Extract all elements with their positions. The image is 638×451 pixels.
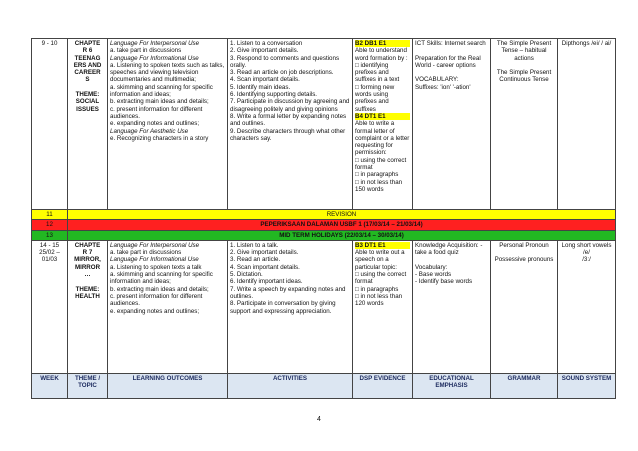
cell-line: Long short vowels (561, 241, 612, 249)
dsp-evidence-cell (353, 39, 413, 210)
cell-line: Language For Aesthetic Use (110, 127, 189, 135)
cell-line: Language For Interpersonal Use (110, 241, 200, 249)
cell-line: 2. Give important details. (230, 249, 299, 257)
activities-cell (228, 240, 353, 373)
cell-line: a. take part in discussions (110, 47, 182, 55)
cell-line: □ using the correct format (355, 156, 408, 172)
cell-line: □ identifying prefixes and suffixes in a text (355, 61, 400, 84)
cell-line: e. expanding notes and outlines; (110, 307, 200, 315)
cell-line: R 7 (82, 249, 93, 257)
cell-line: 3. Read an article on job descriptions. (230, 69, 334, 77)
cell-line: b. extracting main ideas and details; (110, 285, 209, 293)
cell-line: 6. Identifying supporting details. (230, 91, 318, 99)
table-row-week-9-10 (32, 39, 616, 210)
cell-line: 7. Participate in discussion by agreeing and disagreeing politely and giving opinions (230, 98, 352, 113)
exam-label: PEPERIKSAAN DALAMAN USBF 1 (17/03/14 – 21/03/14) (68, 220, 616, 230)
exam-row (32, 220, 616, 230)
cell-line: 1. Listen to a conversation (230, 40, 303, 47)
sound-system-cell (558, 240, 616, 373)
cell-line: e. expanding notes and outlines; (110, 120, 200, 128)
cell-line: CHAPTE (74, 40, 101, 47)
cell-line: 5. Identify main ideas. (230, 83, 291, 91)
cell-line: CAREER (74, 69, 101, 77)
cell-line: 01/03 (41, 256, 58, 264)
header-learning-outcomes: LEARNING OUTCOMES (108, 373, 228, 398)
cell-line: Dipthongs /ei/ / ai/ (561, 40, 612, 47)
holiday-row (32, 230, 616, 240)
cell-line: - Base words (415, 271, 452, 279)
cell-line: □ forming new words using prefixes and suffixes (355, 83, 396, 113)
cell-line: MIRROR, (74, 256, 101, 264)
cell-line: The Simple Present Continuous Tense (496, 69, 553, 84)
cell-line: b. extracting main ideas and details; (110, 98, 209, 106)
cell-line: 8. Write a formal letter by expanding notes and outlines. (230, 112, 348, 128)
cell-line: ISSUES (76, 105, 99, 113)
cell-line: Able to write a formal letter of complaint or a letter requesting for permission: (355, 120, 412, 157)
cell-line: 9. Describe characters through what other characters say. (230, 127, 347, 142)
cell-line: a. skimming and scanning for specific information and ideas; (110, 271, 215, 286)
sound-system-cell (558, 39, 616, 210)
cell-line: 5. Dictation. (230, 271, 263, 279)
header-activities: ACTIVITIES (228, 373, 353, 398)
header-dsp-evidence: DSP EVIDENCE (353, 373, 413, 398)
cell-line: Personal Pronoun (499, 241, 549, 249)
cell-line: VOCABULARY: (415, 76, 459, 84)
cell-line (415, 47, 488, 54)
cell-line: □ using the correct format (355, 271, 408, 286)
cell-line: Language For Interpersonal Use (110, 40, 200, 47)
cell-line: 4. Scan important details. (230, 263, 300, 271)
cell-line: □ in paragraphs (355, 285, 399, 293)
cell-line: TEENAG (74, 54, 101, 62)
cell-line (493, 249, 555, 256)
cell-line: 25/02 – (39, 249, 60, 257)
cell-line: Vocabulary: (415, 263, 448, 271)
cell-line: □ in not less than 150 words (355, 178, 404, 193)
header-sound-system: SOUND SYSTEM (558, 373, 616, 398)
header-theme: THEME / TOPIC (68, 373, 108, 398)
header-week: WEEK (32, 373, 68, 398)
cell-line: CHAPTE (74, 241, 101, 249)
cell-line: Suffixes: 'ion' '-ation' (415, 83, 471, 91)
cell-line (415, 69, 488, 76)
cell-line: R 6 (82, 47, 93, 55)
cell-line: Possessive pronouns (494, 256, 554, 264)
revision-row (32, 210, 616, 220)
cell-line: 7. Write a speech by expanding notes and outlines. (230, 285, 348, 300)
page-number: 4 (317, 416, 321, 423)
educational-emphasis-cell (413, 39, 491, 210)
theme-cell (68, 39, 108, 210)
cell-line: HEALTH (75, 292, 100, 300)
cell-line: 1. Listen to a talk. (230, 241, 279, 249)
educational-emphasis-cell (413, 240, 491, 373)
cell-line: a. take part in discussions (110, 249, 182, 257)
week-cell: 11 (32, 210, 68, 220)
cell-line: MIRROR (74, 263, 101, 271)
learning-outcomes-cell (108, 39, 228, 210)
activities-cell (228, 39, 353, 210)
cell-line: 4. Scan important details. (230, 76, 300, 84)
table-row-week-14-15 (32, 240, 616, 373)
cell-line: Language For Informational Use (110, 256, 199, 264)
cell-line: THEME: (75, 91, 100, 99)
cell-line: /e/ (583, 249, 590, 257)
dsp-evidence-cell (353, 240, 413, 373)
cell-line: Able to understand word formation by : (355, 47, 409, 62)
cell-line: ICT Skills: Internet search (415, 40, 486, 47)
cell-line: 14 - 15 (39, 241, 60, 249)
cell-line: a. Listening to spoken texts such as talks, speeches and viewing television documentaries and multimedia; (110, 61, 226, 84)
cell-line: /3:/ (582, 256, 591, 264)
cell-line: c. present information for different audiences. (110, 292, 205, 308)
revision-label: REVISION (68, 210, 616, 220)
cell-line: 6. Identify important ideas. (230, 278, 303, 286)
cell-line: a. skimming and scanning for specific information and ideas; (110, 83, 215, 99)
header-educational-emphasis: EDUCATIONAL EMPHASIS (413, 373, 491, 398)
cell-line: B4 DT1 E1 (355, 113, 410, 120)
cell-line (70, 278, 105, 285)
cell-line: 2. Give important details. (230, 47, 299, 55)
cell-line (493, 62, 555, 69)
column-header-row (32, 373, 616, 398)
grammar-cell (491, 39, 558, 210)
cell-line: 3. Respond to comments and questions orally. (230, 54, 341, 69)
cell-line: 9 - 10 (41, 40, 58, 47)
week-cell (32, 39, 68, 210)
cell-line: S (85, 76, 90, 84)
cell-line: - Identify base words (415, 278, 473, 286)
week-cell: 12 (32, 220, 68, 230)
theme-cell (68, 240, 108, 373)
cell-line: Knowledge Acquisition: - take a food quiz (415, 241, 485, 257)
cell-line: a. Listening to spoken texts a talk (110, 263, 202, 271)
cell-line: … (84, 271, 91, 279)
week-cell (32, 240, 68, 373)
grammar-cell (491, 240, 558, 373)
cell-line: 3. Read an article. (230, 256, 281, 264)
learning-outcomes-cell (108, 240, 228, 373)
cell-line: □ in not less than 120 words (355, 292, 404, 308)
cell-line (415, 256, 488, 263)
cell-line: □ in paragraphs (355, 171, 399, 179)
scheme-of-work-table (31, 38, 616, 399)
header-grammar: GRAMMAR (491, 373, 558, 398)
cell-line: e. Recognizing characters in a story (110, 134, 209, 142)
cell-line: The Simple Present Tense – habitual actions (496, 40, 553, 62)
cell-line: ERS AND (73, 61, 102, 69)
week-cell: 13 (32, 230, 68, 240)
cell-line: Language For Informational Use (110, 54, 199, 62)
cell-line: Able to write out a speech on a particular topic: (355, 249, 407, 271)
holiday-label: MID TERM HOLIDAYS (22/03/14 – 30/03/14) (68, 230, 616, 240)
cell-line: SOCIAL (75, 98, 100, 106)
cell-line: THEME: (75, 285, 100, 293)
cell-line: B3 DT1 E1 (355, 242, 410, 249)
cell-line: c. present information for different audiences. (110, 105, 205, 120)
cell-line (70, 84, 105, 91)
cell-line: 8. Participate in conversation by giving support and expressing appreciation. (230, 300, 338, 315)
cell-line: B2 DB1 E1 (355, 40, 410, 47)
cell-line: Preparation for the Real World - career options (415, 54, 483, 69)
